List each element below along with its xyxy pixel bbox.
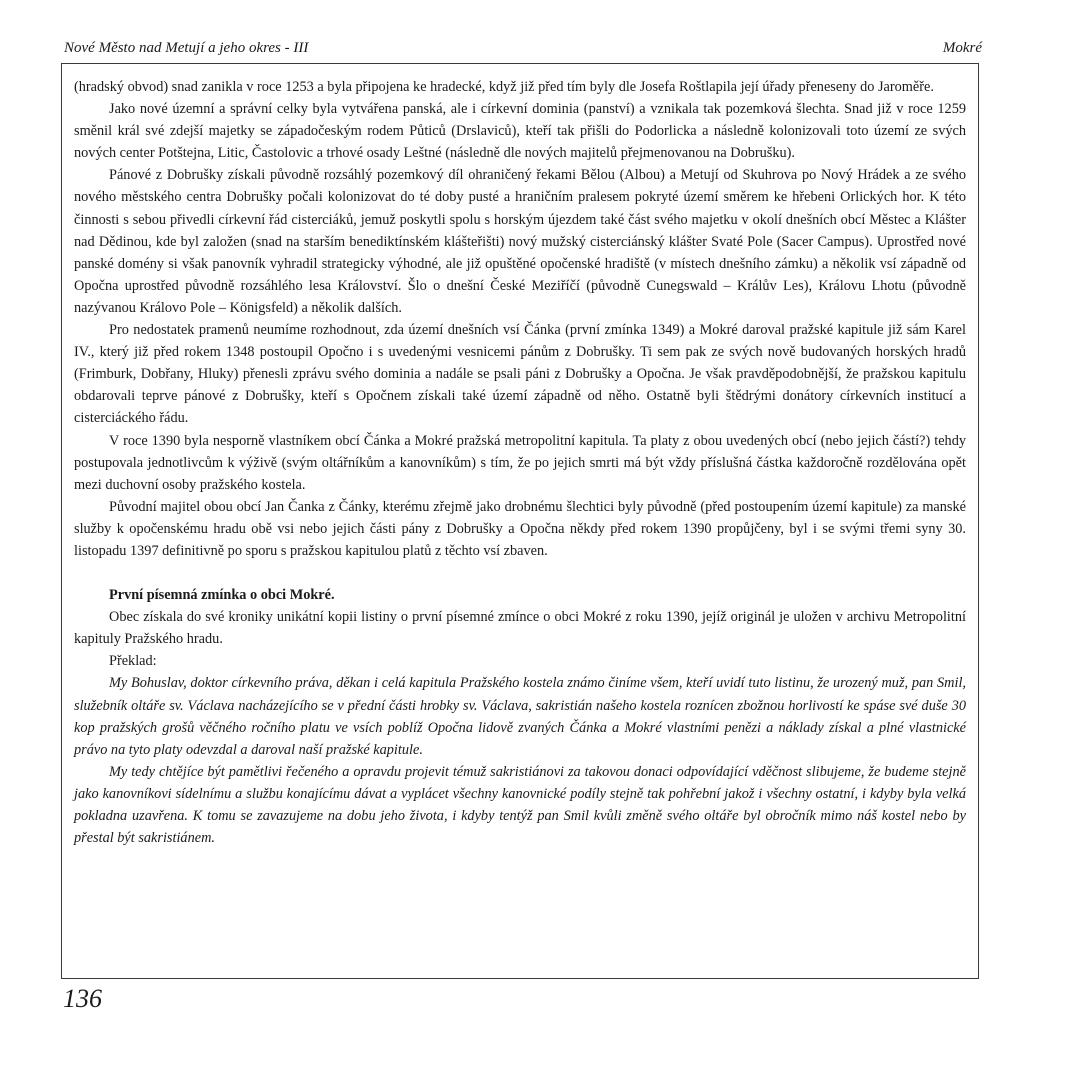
translation-label: Překlad:	[109, 653, 157, 670]
paragraph-2: Jako nové územní a správní celky byla vytvářena panská, ale i církevní dominia (panství) a vznikala tak pozemková šlechta. Snad již v roce 1259 směnil král své zdejší majetky se západočeským rodem Půticů (Drslaviců), kteří tak přišli do Podorlicka a následně kolonizovali toto území ze svých nových center Potštejna, Litic, Častolovic a trhové osady Leštné (následně dle nových majitelů přejmenovanou na Dobrušku).	[74, 101, 966, 162]
running-header	[64, 38, 982, 58]
translation-paragraph-1: My Bohuslav, doktor církevního práva, děkan i celá kapitula Pražského kostela známo činíme všem, kteří uvidí tuto listinu, že urozený muž, pan Smil, služebník oltáře sv. Václava nacházejícího se v přední části hrobky sv. Václava, sakristián našeho kostela roznícen zbožnou horlivostí ke spáse své duše 30 kop pražských grošů věčného ročního platu ve vsích poblíž Opočna lidově zvaných Čánka a Mokré vlastními penězi a náklady získal a plné vlastnické právo na tyto platy odevzdal a daroval naší pražské kapitule.	[74, 675, 966, 758]
section-paragraph: Obec získala do své kroniky unikátní kopii listiny o první písemné zmínce o obci Mokré z roku 1390, jejíž originál je uložen v archivu Metropolitní kapituly Pražského hradu.	[74, 609, 966, 648]
text-frame	[61, 63, 979, 979]
paragraph-4: Pro nedostatek pramenů neumíme rozhodnout, zda území dnešních vsí Čánka (první zmínka 1349) a Mokré daroval pražské kapitule již sám Karel IV., který již před rokem 1348 postoupil Opočno i s uvedenými vesnicemi pánům z Dobrušky. Ti sem pak ze svých nově budovaných horských hradů (Frimburk, Dobřany, Hluky) přenesli zprávu svého dominia a nadále se psali páni z Dobrušky a Opočna. Je však pravděpodobnější, že pražskou kapitulu obdarovali teprve pánové z Dobrušky, kteří s Opočnem získali také území západně od něho. Ostatně byli štědrými donátory církevních institucí a cisterciáckého řádu.	[74, 322, 966, 427]
header-chapter-title: Mokré	[942, 40, 982, 56]
section-spacer	[74, 562, 966, 584]
paragraph-5: V roce 1390 byla nesporně vlastníkem obcí Čánka a Mokré pražská metropolitní kapitula. Ta platy z obou uvedených obcí (nebo jejich částí?) tehdy postupovala jednotlivcům k výživě (svým oltářníkům a kanovníkům) s tím, že po jejich smrti má být vždy příslušná částka každoročně rozdělována opět mezi duchovní osoby pražského kostela.	[74, 432, 966, 493]
paragraph-3: Pánové z Dobrušky získali původně rozsáhlý pozemkový díl ohraničený řekami Bělou (Albou) a Metují od Skuhrova po Nový Hrádek a ze svého nového městského centra Dobrušky počali kolonizovat do té doby pusté a hraničním pralesem pokryté území směrem ke hřebeni Orlických hor. K této činnosti s sebou přivedli církevní řád cisterciáků, jemuž poskytli spolu s horským újezdem také část svého majetku v okolí dnešních obcí Městec a Klášter nad Dědinou, kde byl založen (snad na starším benediktínském klášteřišti) nový mužský cisterciánský klášter Svaté Pole (Sacer Campus). Uprostřed nové panské domény si však panovník vyhradil strategicky výhodné, ale již opuštěné opočenské hradiště (v místech dnešního zámku) a několik vsí západně od Opočna uprostřed původně rozsáhlého lesa Království. Šlo o dnešní České Meziříčí (původně Cunegswald – Králův Les), Královu Lhotu (původně nazývanou Královo Pole – Königsfeld) a několik dalších.	[74, 167, 966, 316]
section-heading: První písemná zmínka o obci Mokré.	[109, 587, 335, 604]
paragraph-1: (hradský obvod) snad zanikla v roce 1253 a byla připojena ke hradecké, když již před tím byly dle Josefa Roštlapila její úřady přeneseny do Jaroměře.	[74, 79, 934, 95]
translation-paragraph-2: My tedy chtějíce být pamětlivi řečeného a opravdu projevit témuž sakristiánovi za takovou donaci odpovídající vděčnost slibujeme, že budeme stejně jako kanovníkovi sídelnímu a službu konajícímu dávat a vyplácet všechny kanovnické podíly stejně tak pohřební jakož i všechny ostatní, i kdyby byla velká pokladna uzavřena. K tomu se zavazujeme na dobu jeho života, i kdyby tentýž pan Smil kvůli změně svého oltáře byl obročník mimo náš kostel nebo by přestal být sakristiánem.	[74, 763, 966, 847]
body-text	[74, 76, 966, 849]
paragraph-6: Původní majitel obou obcí Jan Čanka z Čánky, kterému zřejmě jako drobnému šlechtici byly původně (před postoupením území kapitule) za manské služby k opočenskému hradu obě vsi nebo jejich části pány z Dobrušky a Opočna někdy před rokem 1390 propůjčeny, byl i se svými třemi syny 30. listopadu 1397 definitivně po sporu s pražskou kapitulou platů z těchto vsí zbaven.	[74, 498, 966, 559]
header-book-title: Nové Město nad Metují a jeho okres - III	[64, 40, 309, 56]
page-number: 136	[63, 984, 102, 1013]
